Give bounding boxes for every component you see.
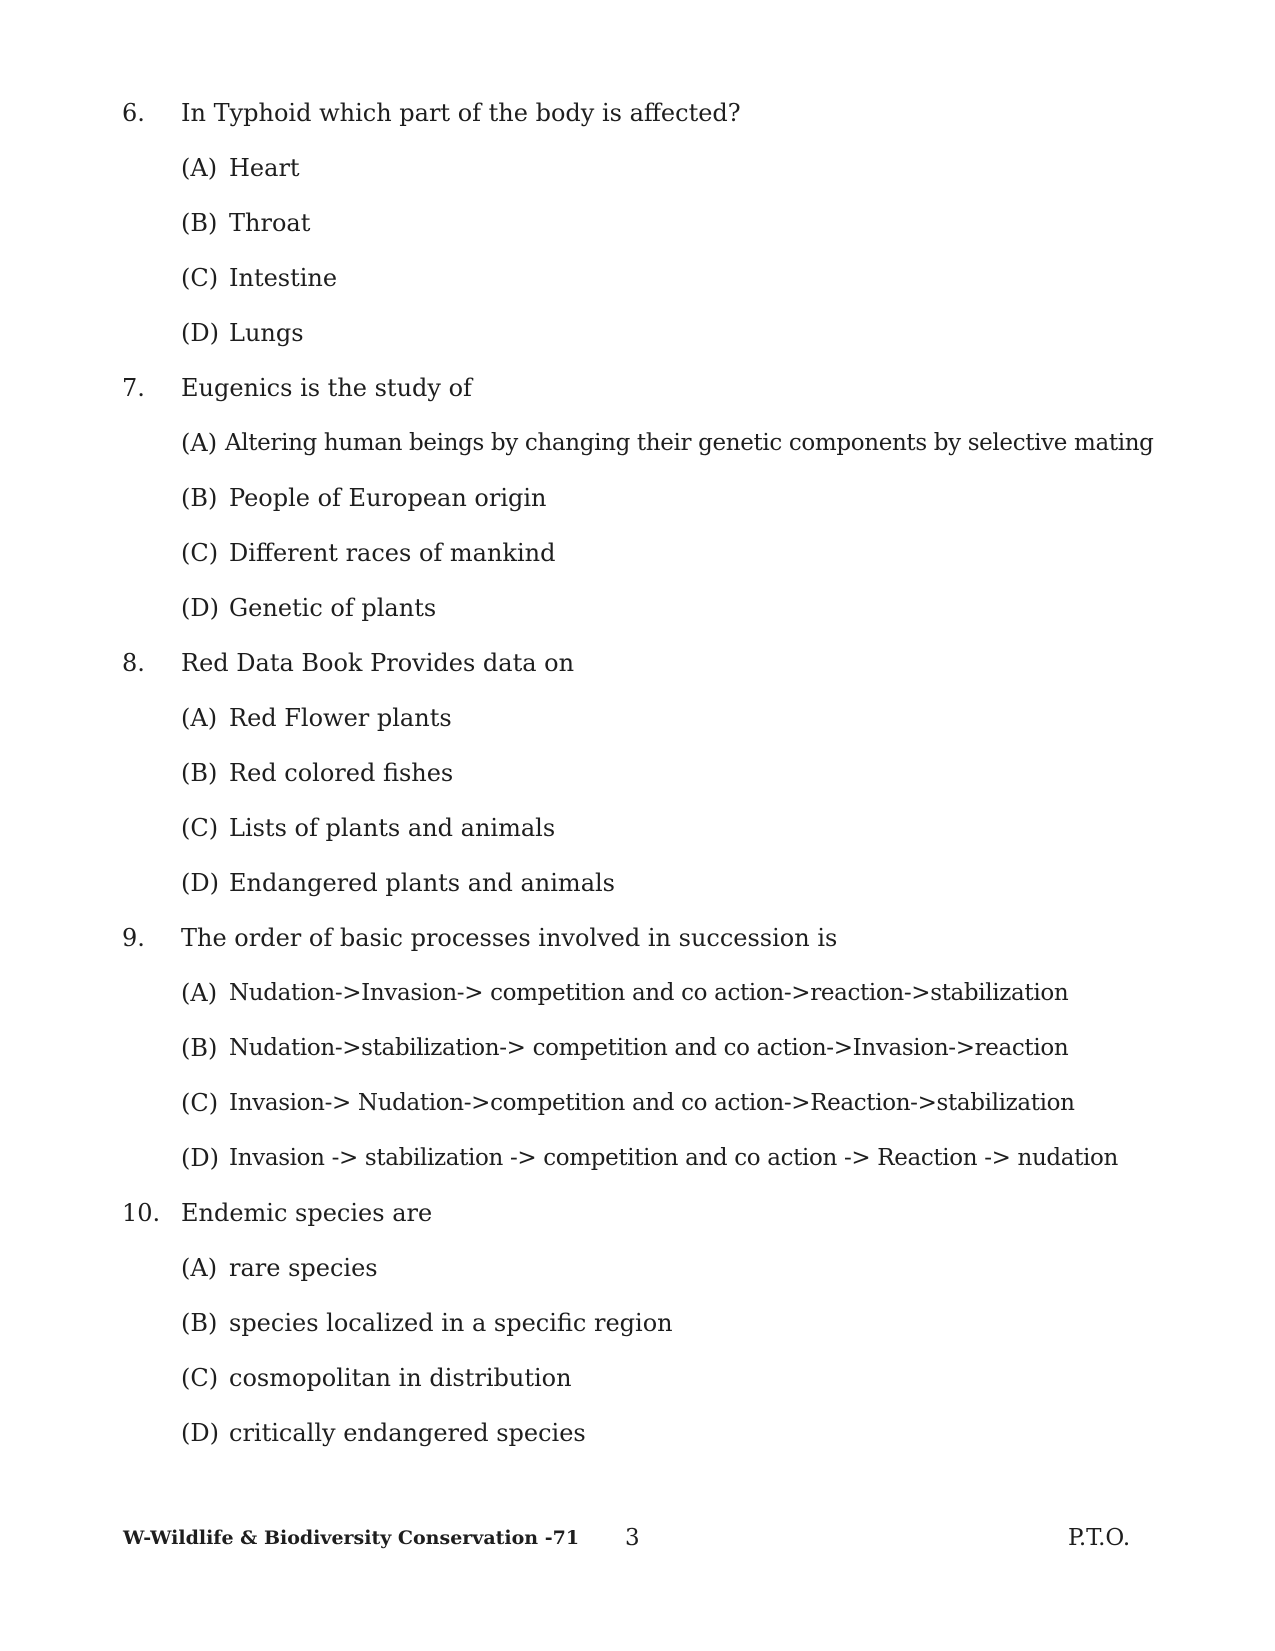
option-text: Red Flower plants <box>229 704 452 732</box>
option-text: Nudation->stabilization-> competition and co action->Invasion->reaction <box>229 1035 1069 1061</box>
question-10 <box>0 1186 1275 1461</box>
option-letter: (C) <box>181 264 219 292</box>
option-text: Genetic of plants <box>229 594 437 622</box>
option-b <box>0 1021 1275 1076</box>
question-stem <box>0 361 1275 416</box>
question-text: In Typhoid which part of the body is affected? <box>181 99 741 127</box>
option-b <box>0 746 1275 801</box>
option-c <box>0 1351 1275 1406</box>
option-text: Intestine <box>229 264 338 292</box>
page-number: 3 <box>625 1525 640 1551</box>
question-text: The order of basic processes involved in succession is <box>181 924 838 952</box>
question-7 <box>0 361 1275 636</box>
option-letter: (C) <box>181 539 219 567</box>
option-c <box>0 1076 1275 1131</box>
question-number: 9. <box>122 924 145 952</box>
option-d <box>0 581 1275 636</box>
option-a <box>0 691 1275 746</box>
option-letter: (C) <box>181 814 219 842</box>
option-text: Endangered plants and animals <box>229 869 615 897</box>
option-letter: (A) <box>181 154 218 182</box>
option-text: Red colored fishes <box>229 759 454 787</box>
option-text: People of European origin <box>229 484 547 512</box>
option-text: Invasion-> Nudation->competition and co action->Reaction->stabilization <box>229 1090 1075 1116</box>
question-text: Red Data Book Provides data on <box>181 649 575 677</box>
option-letter: (A) <box>181 979 218 1007</box>
option-a <box>0 1241 1275 1296</box>
question-stem <box>0 911 1275 966</box>
option-b <box>0 1296 1275 1351</box>
page-footer <box>0 1518 1275 1558</box>
question-9 <box>0 911 1275 1186</box>
option-letter: (D) <box>181 869 219 897</box>
question-number: 7. <box>122 374 145 402</box>
option-text: Throat <box>229 209 311 237</box>
option-letter: (D) <box>181 1144 219 1172</box>
option-d <box>0 1406 1275 1461</box>
option-d <box>0 856 1275 911</box>
option-letter: (B) <box>181 209 218 237</box>
option-a <box>0 966 1275 1021</box>
option-c <box>0 801 1275 856</box>
option-letter: (B) <box>181 759 218 787</box>
option-text: Different races of mankind <box>229 539 556 567</box>
option-text: Heart <box>229 154 300 182</box>
option-b <box>0 196 1275 251</box>
option-letter: (A) <box>181 1254 218 1282</box>
question-number: 8. <box>122 649 145 677</box>
question-8 <box>0 636 1275 911</box>
option-a <box>0 416 1275 471</box>
option-letter: (A) <box>181 704 218 732</box>
option-letter: (B) <box>181 484 218 512</box>
option-text: Lists of plants and animals <box>229 814 556 842</box>
option-c <box>0 251 1275 306</box>
option-d <box>0 306 1275 361</box>
option-letter: (D) <box>181 594 219 622</box>
option-letter: (C) <box>181 1364 219 1392</box>
question-text: Eugenics is the study of <box>181 374 472 402</box>
option-text: Invasion -> stabilization -> competition and co action -> Reaction -> nudation <box>229 1145 1119 1171</box>
question-number: 10. <box>122 1199 161 1227</box>
option-text: critically endangered species <box>229 1419 586 1447</box>
option-d <box>0 1131 1275 1186</box>
option-text: cosmopolitan in distribution <box>229 1364 572 1392</box>
question-stem <box>0 86 1275 141</box>
question-6 <box>0 86 1275 361</box>
question-number: 6. <box>122 99 145 127</box>
option-text: rare species <box>229 1254 378 1282</box>
option-letter: (B) <box>181 1309 218 1337</box>
option-letter: (B) <box>181 1034 218 1062</box>
option-letter: (C) <box>181 1089 219 1117</box>
question-stem <box>0 636 1275 691</box>
pto-label: P.T.O. <box>1068 1525 1131 1551</box>
question-text: Endemic species are <box>181 1199 433 1227</box>
option-text: species localized in a specific region <box>229 1309 673 1337</box>
question-stem <box>0 1186 1275 1241</box>
option-text: Lungs <box>229 319 304 347</box>
option-b <box>0 471 1275 526</box>
option-text: Nudation->Invasion-> competition and co action->reaction->stabilization <box>229 980 1069 1006</box>
option-text: Altering human beings by changing their genetic components by selective mating <box>225 430 1154 456</box>
option-letter: (A) <box>181 429 218 457</box>
paper-title: W-Wildlife & Biodiversity Conservation -71 <box>123 1527 580 1549</box>
option-letter: (D) <box>181 319 219 347</box>
option-c <box>0 526 1275 581</box>
option-letter: (D) <box>181 1419 219 1447</box>
option-a <box>0 141 1275 196</box>
